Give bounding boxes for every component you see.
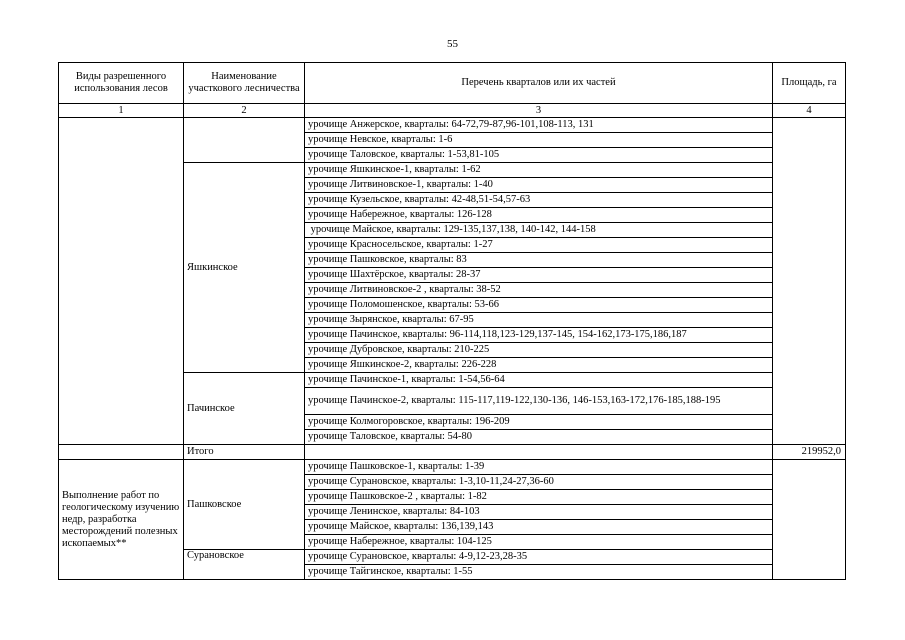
quarter-list-item: урочище Пачинское-1, кварталы: 1-54,56-64 [305,373,773,388]
total-empty-cell [305,445,773,460]
quarter-list-item: урочище Набережное, кварталы: 104-125 [305,535,773,550]
quarter-list-item: урочище Ленинское, кварталы: 84-103 [305,505,773,520]
total-area: 219952,0 [773,445,846,460]
column-number: 2 [184,104,305,118]
column-number: 4 [773,104,846,118]
forestry-name: Сурановское [184,550,305,580]
quarter-list-item: урочище Дубровское, кварталы: 210-225 [305,343,773,358]
quarter-list-item: урочище Колмогоровское, кварталы: 196-209 [305,415,773,430]
quarter-list-item: урочище Таловское, кварталы: 54-80 [305,430,773,445]
quarter-list-item: урочище Таловское, кварталы: 1-53,81-105 [305,148,773,163]
header-quarters: Перечень кварталов или их частей [305,63,773,104]
quarter-list-item: урочище Яшкинское-2, кварталы: 226-228 [305,358,773,373]
header-use-type: Виды разрешенного использования лесов [59,63,184,104]
quarter-list-item: урочище Шахтёрское, кварталы: 28-37 [305,268,773,283]
total-row [59,445,846,460]
header-forestry: Наименование участкового лесничества [184,63,305,104]
quarter-list-item: урочище Поломошенское, кварталы: 53-66 [305,298,773,313]
quarter-list-item: урочище Майское, кварталы: 129-135,137,138, 140-142, 144-158 [305,223,773,238]
quarter-list-item: урочище Набережное, кварталы: 126-128 [305,208,773,223]
quarter-list-item: урочище Пашковское-2 , кварталы: 1-82 [305,490,773,505]
quarter-list-item: урочище Зырянское, кварталы: 67-95 [305,313,773,328]
quarter-list-item: урочище Тайгинское, кварталы: 1-55 [305,565,773,580]
header-area: Площадь, га [773,63,846,104]
quarter-list-item: урочище Пашковское, кварталы: 83 [305,253,773,268]
total-label: Итого [184,445,305,460]
use-type-cell-empty [59,118,184,445]
table-header-row [59,63,846,104]
total-empty-cell [59,445,184,460]
quarter-list-item: урочище Литвиновское-1, кварталы: 1-40 [305,178,773,193]
quarter-list-item: урочище Литвиновское-2 , кварталы: 38-52 [305,283,773,298]
quarter-list-item: урочище Яшкинское-1, кварталы: 1-62 [305,163,773,178]
quarter-list-item: урочище Кузельское, кварталы: 42-48,51-54,57-63 [305,193,773,208]
forestry-name: Яшкинское [184,163,305,373]
table-row [59,118,846,133]
quarter-list-item: урочище Красносельское, кварталы: 1-27 [305,238,773,253]
table-row [59,460,846,475]
page-number: 55 [447,38,458,50]
forestry-name: Пашковское [184,460,305,550]
area-cell-empty [773,118,846,445]
quarter-list-item: урочище Сурановское, кварталы: 4-9,12-23,28-35 [305,550,773,565]
forestry-cell-empty [184,118,305,163]
column-number: 3 [305,104,773,118]
column-number-row [59,104,846,118]
quarter-list-item: урочище Пашковское-1, кварталы: 1-39 [305,460,773,475]
quarter-list-item: урочище Пачинское, кварталы: 96-114,118,123-129,137-145, 154-162,173-175,186,187 [305,328,773,343]
quarter-list-item: урочище Сурановское, кварталы: 1-3,10-11,24-27,36-60 [305,475,773,490]
forestry-name: Пачинское [184,373,305,445]
quarter-list-item: урочище Анжерское, кварталы: 64-72,79-87,96-101,108-113, 131 [305,118,773,133]
area-cell-empty [773,460,846,580]
quarter-list-item: урочище Майское, кварталы: 136,139,143 [305,520,773,535]
column-number: 1 [59,104,184,118]
use-type-label: Выполнение работ по геологическому изучению недр, разработка месторождений полезных ископаемых** [59,460,184,580]
quarter-list-item: урочище Невское, кварталы: 1-6 [305,133,773,148]
forest-use-table [58,62,846,580]
quarter-list-item: урочище Пачинское-2, кварталы: 115-117,119-122,130-136, 146-153,163-172,176-185,188-195 [305,388,773,415]
